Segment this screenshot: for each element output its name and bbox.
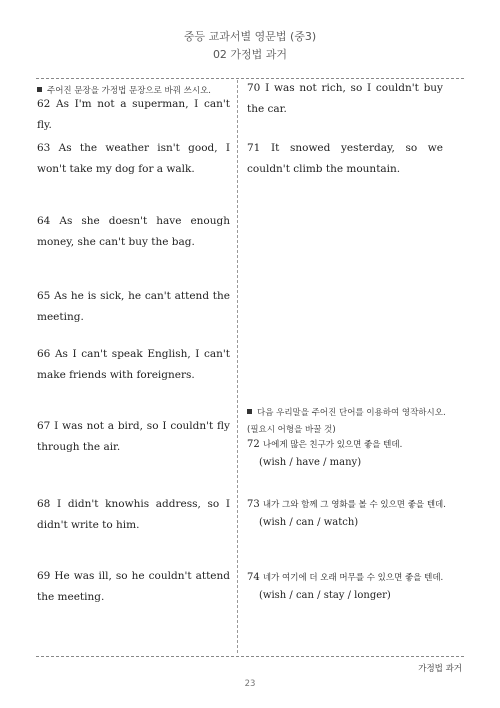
right-instruction-note: (필요시 어형을 바꿀 것) [247,425,336,435]
question-67: 67 I was not a bird, so I couldn't fly through the air. [37,420,230,453]
word-hint: (wish / can / watch) [259,517,359,528]
bottom-divider [36,656,464,657]
question-71: 71 It snowed yesterday, so we couldn't climb the mountain. [247,142,443,175]
question-73 [247,496,457,531]
right-instruction [247,406,446,418]
right-instruction-text: 다음 우리말을 주어진 단어를 이용하여 영작하시오. [257,408,446,418]
section-subtitle: 02 가정법 과거 [212,48,288,61]
korean-sentence: 내가 그와 함께 그 영화를 볼 수 있으면 좋을 텐데. [262,500,446,510]
question-66: 66 As I can't speak English, I can't make friends with foreigners. [37,348,230,381]
korean-sentence: 나에게 많은 친구가 있으면 좋을 텐데. [262,440,403,450]
question-number: 74 [247,572,260,583]
question-63: 63 As the weather isn't good, I won't take my dog for a walk. [37,142,230,175]
question-68: 68 I didn't knowhis address, so I didn't write to him. [37,498,230,531]
korean-sentence: 네가 여기에 더 오래 머무를 수 있으면 좋을 텐데. [262,573,444,583]
question-64: 64 As she doesn't have enough money, she can't buy the bag. [37,215,230,248]
word-hint: (wish / have / many) [259,457,362,468]
question-72 [247,436,457,471]
left-instruction-text: 주어진 문장을 가정법 문장으로 바꿔 쓰시오. [47,86,212,96]
page-number: 23 [244,679,256,689]
question-number: 73 [247,499,260,510]
question-74 [247,569,457,604]
question-69: 69 He was ill, so he couldn't attend the meeting. [37,570,230,603]
footer-section-label: 가정법 과거 [418,664,462,674]
column-divider [237,80,238,653]
bullet-square-icon [247,409,252,414]
question-70: 70 I was not rich, so I couldn't buy the car. [247,82,443,115]
question-65: 65 As he is sick, he can't attend the meeting. [37,290,230,323]
question-62: 62 As I'm not a superman, I can't fly. [37,98,230,131]
bullet-square-icon [37,87,42,92]
document-title: 중등 교과서별 영문법 (중3) [183,30,317,43]
question-number: 72 [247,439,260,450]
word-hint: (wish / can / stay / longer) [259,590,391,601]
